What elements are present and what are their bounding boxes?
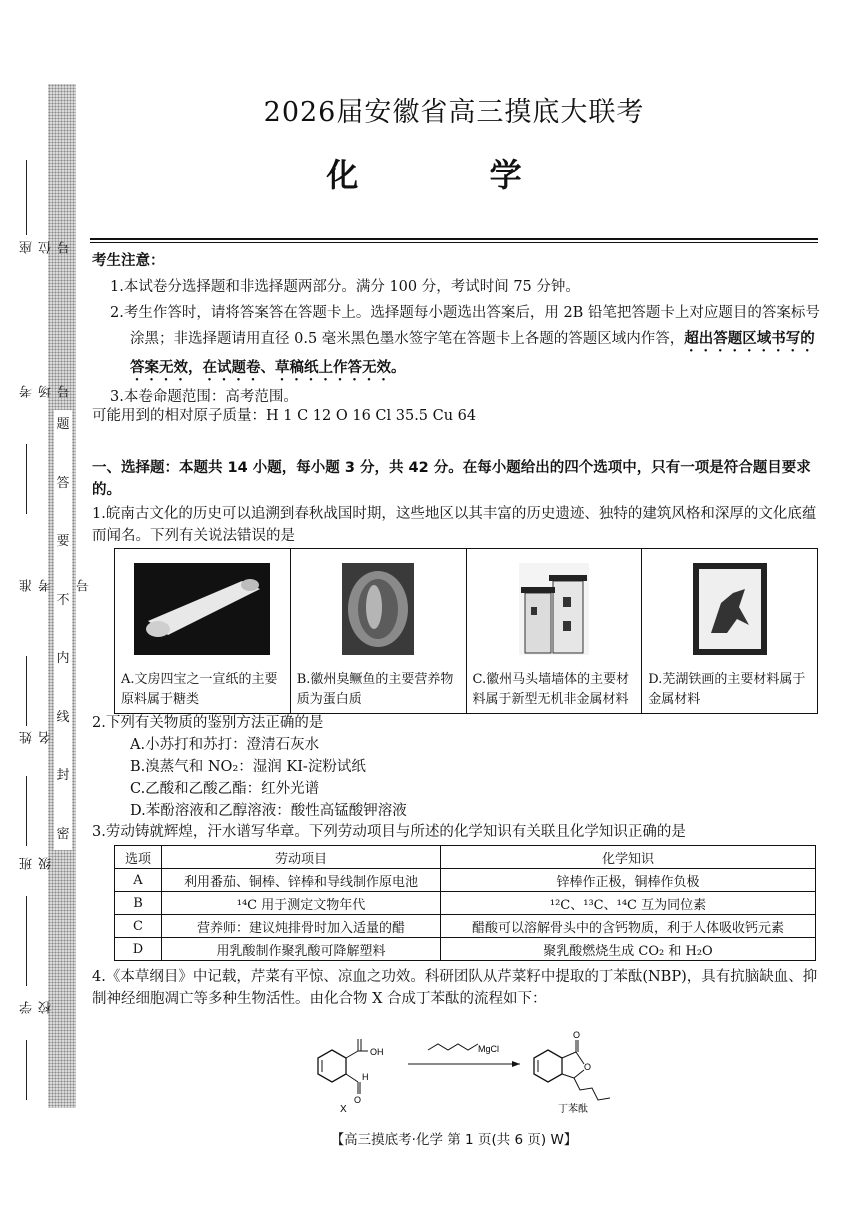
synthesis-scheme [300,1030,620,1115]
o-label: O [354,1095,362,1105]
table-row: A 利用番茄、铜棒、锌棒和导线制作原电池 锌棒作正极，铜棒作负极 [115,869,816,892]
bond [562,1074,574,1078]
option-b: B.溴蒸气和 NO₂：湿润 KI-淀粉试纸 [130,759,366,775]
iron-painting-image [693,563,767,655]
figure-a: A.文房四宝之一宣纸的主要原料属于糖类 [115,549,291,713]
butyl-chain [428,1044,478,1050]
question-1-stem: 1.皖南古文化的历史可以追溯到春秋战国时期，这些地区以其丰富的历史遗迹、独特的建筑风格和深厚的文化底蕴而闻名。下列有关说法错误的是 [92,506,817,544]
header-rule [90,238,818,240]
o-label: O [584,1062,592,1072]
atomic-mass-line: 可能用到的相对原子质量：H 1 C 12 O 16 Cl 35.5 Cu 64 [92,408,477,424]
table-row: B ¹⁴C 用于测定文物年代 ¹²C、¹³C、¹⁴C 互为同位素 [115,892,816,915]
arrow-head [512,1061,520,1067]
bond [346,1074,358,1082]
side-line [26,444,27,514]
section-heading: 一、选择题：本题共 14 小题，每小题 3 分，共 42 分。在每小题给出的四个选项中，只有一项是符合题目要求的。 [92,460,811,498]
side-line [26,1040,27,1100]
table-row: D 用乳酸制作聚乳酸可降解塑料 聚乳酸燃烧生成 CO₂ 和 H₂O [115,938,816,961]
option-d: D.苯酚溶液和乙醇溶液：酸性高锰酸钾溶液 [130,803,407,819]
page-footer: 【高三摸底考·化学 第 1 页(共 6 页) W】 [330,1132,578,1148]
nbp-label: 丁苯酞 [558,1104,588,1115]
table-header-row: 选项 劳动项目 化学知识 [115,846,816,869]
question-4-stem: 4.《本草纲目》中记载，芹菜有平惊、凉血之功效。科研团队从芹菜籽中提取的丁苯酞(NBP)，具有抗脑缺血、抑制神经细胞凋亡等多种生物活性。由化合物 X 合成丁苯酞的流程如下： [92,969,818,1007]
xuan-paper-scroll-image [134,563,270,655]
question-2 [92,712,820,822]
exam-title: 2026届安徽省高三摸底大联考 [263,97,645,128]
o-label: O [573,1030,581,1040]
figure-b: B.徽州臭鳜鱼的主要营养物质为蛋白质 [291,549,467,713]
oh-label: OH [370,1047,384,1057]
bond [346,1051,358,1058]
side-line [26,776,27,846]
question-3-stem: 3.劳动铸就辉煌，汗水谱写华章。下列劳动项目与所述的化学知识有关联且化学知识正确的是 [92,824,686,840]
question-1-figures [114,548,818,714]
figure-d: D.芜湖铁画的主要材料属于金属材料 [642,549,817,713]
exam-notice: 考生注意： 1.本试卷分选择题和非选择题两部分。满分 100 分，考试时间 75 分钟。 2.考生作答时，请将答案答在答题卡上。选择题每小题选出答案后，用 2B 铅笔把答题卡上对应题目的答案标号涂黑；非选择题请用直径 0.5 毫米黑色墨水签字笔在答题卡上各题的答题区域内作答，超出答题区域书写的答案无效，在试题卷、草稿纸上作答无效。 3.本卷命题范围：高考范围。 [92,253,820,405]
horse-head-wall-image [519,563,589,655]
bond [574,1070,584,1078]
compound-x-label: X [340,1104,347,1115]
question-3-table [114,845,816,961]
option-c: C.乙酸和乙酸乙酯：红外光谱 [130,781,320,797]
table-row: C 营养师：建议炖排骨时加入适量的醋 醋酸可以溶解骨头中的含钙物质，利于人体吸收钙元素 [115,915,816,938]
bond [576,1052,584,1064]
side-line [26,896,27,986]
side-line [26,656,27,726]
subject-title: 化 学 [326,156,582,194]
option-a: A.小苏打和苏打：澄清石灰水 [130,737,320,753]
side-line [26,160,27,235]
header-rule-thin [90,242,818,243]
butyl-chain-nbp [574,1078,610,1100]
bond [562,1052,576,1058]
mandarin-fish-image [342,563,414,655]
h-label: H [362,1072,369,1082]
seal-line-text: 题 答 要 不 内 线 封 密 [54,410,72,850]
reagent-label: MgCl [478,1044,500,1054]
figure-c: C.徽州马头墙墙体的主要材料属于新型无机非金属材料 [467,549,643,713]
question-2-stem: 2.下列有关物质的鉴别方法正确的是 [92,715,324,731]
